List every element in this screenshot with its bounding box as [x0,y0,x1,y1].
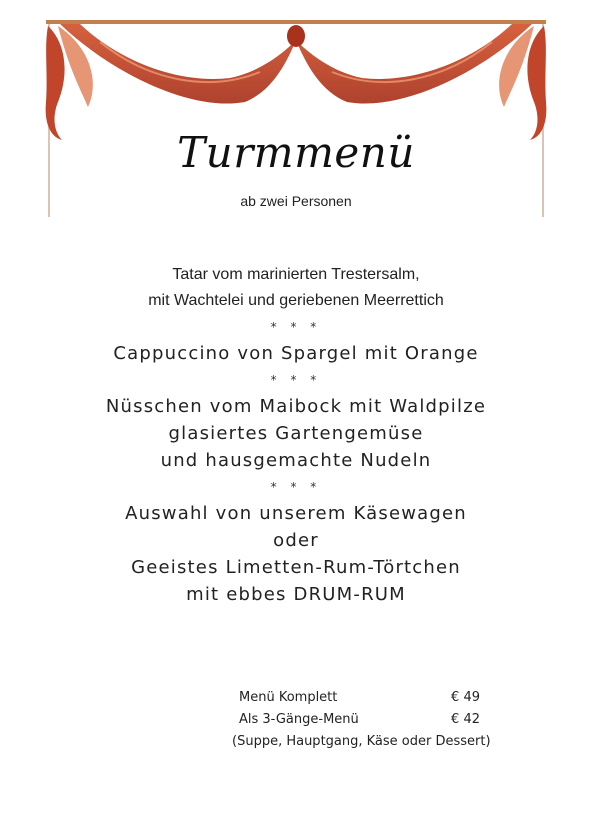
price-note: (Suppe, Hauptgang, Käse oder Dessert) [232,734,491,749]
dessert-or: oder [273,530,319,551]
curtain-decoration [40,12,552,222]
page-subtitle: ab zwei Personen [240,193,352,209]
price-value: € 49 [451,690,480,705]
price-label: Als 3-Gänge-Menü [239,712,359,727]
dessert-line-1: Auswahl von unserem Käsewagen [125,503,467,524]
dessert-line-3: mit ebbes DRUM-RUM [186,584,406,605]
price-list [232,687,492,753]
page-title: Turmmenü [177,128,415,177]
separator: * * * [270,320,322,334]
dessert-line-2: Geeistes Limetten-Rum-Törtchen [131,557,461,578]
starter-line-2: mit Wachtelei und geriebenen Meerrettich [148,292,444,309]
price-row-complete [232,687,492,709]
starter-line-1: Tatar vom marinierten Trestersalm, [172,266,420,283]
soup-line: Cappuccino von Spargel mit Orange [113,343,479,364]
main-line-3: und hausgemachte Nudeln [160,450,432,471]
main-line-2: glasiertes Gartengemüse [168,423,424,444]
course-list [0,262,592,608]
price-value: € 42 [451,712,480,727]
separator: * * * [270,373,322,387]
price-label: Menü Komplett [239,690,338,705]
price-row-three-course [232,709,492,731]
main-line-1: Nüsschen vom Maibock mit Waldpilze [105,396,487,417]
separator: * * * [270,480,322,494]
